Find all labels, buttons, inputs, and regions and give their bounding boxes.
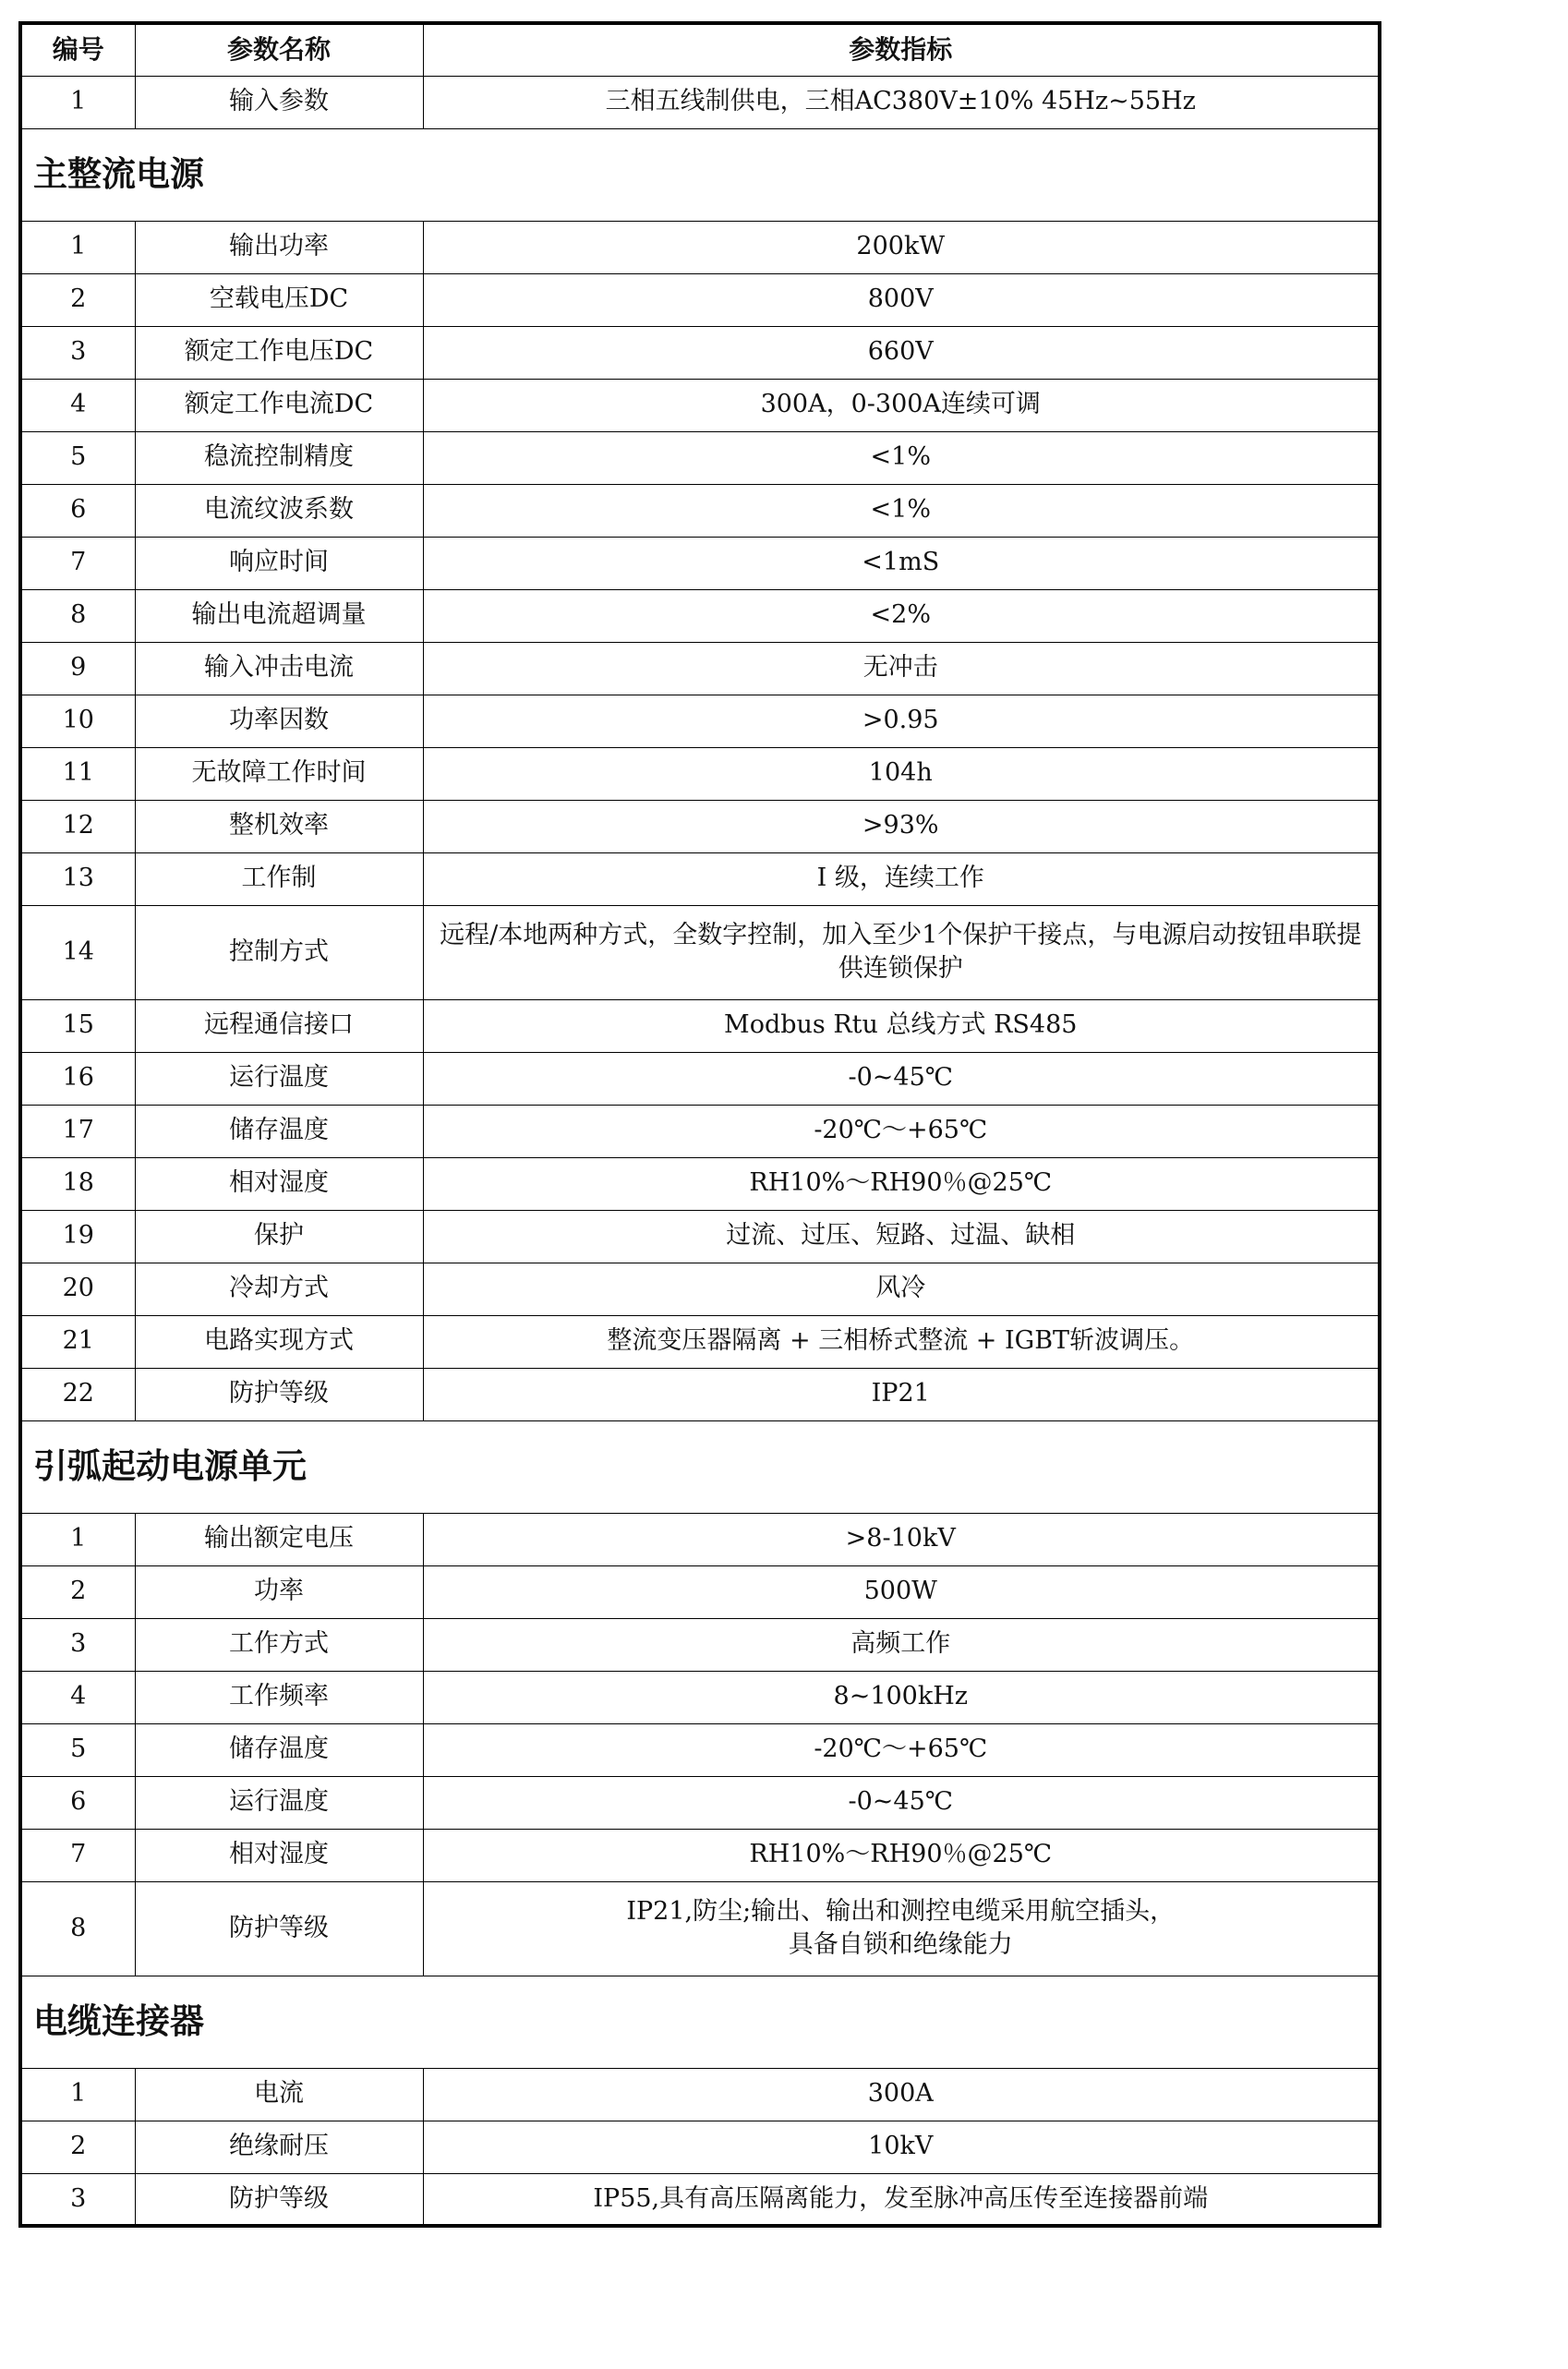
row-number: 13 bbox=[20, 852, 135, 905]
table-row bbox=[20, 642, 1380, 695]
param-value: >8-10kV bbox=[423, 1513, 1380, 1565]
row-number: 9 bbox=[20, 642, 135, 695]
param-value: Modbus Rtu 总线方式 RS485 bbox=[423, 999, 1380, 1052]
section-header-row bbox=[20, 1420, 1380, 1513]
row-number: 2 bbox=[20, 273, 135, 326]
row-number: 19 bbox=[20, 1210, 135, 1263]
param-value: 风冷 bbox=[423, 1263, 1380, 1315]
row-number: 7 bbox=[20, 537, 135, 589]
row-number: 12 bbox=[20, 800, 135, 852]
param-name: 工作制 bbox=[135, 852, 423, 905]
spec-table bbox=[18, 21, 1381, 2228]
row-number: 3 bbox=[20, 2173, 135, 2226]
row-number: 21 bbox=[20, 1315, 135, 1368]
param-value: 10kV bbox=[423, 2121, 1380, 2173]
row-number: 16 bbox=[20, 1052, 135, 1105]
table-row bbox=[20, 2173, 1380, 2226]
param-name: 整机效率 bbox=[135, 800, 423, 852]
table-row bbox=[20, 747, 1380, 800]
param-name: 运行温度 bbox=[135, 1052, 423, 1105]
row-number: 7 bbox=[20, 1829, 135, 1881]
param-value: 无冲击 bbox=[423, 642, 1380, 695]
row-number: 6 bbox=[20, 484, 135, 537]
row-number: 2 bbox=[20, 1565, 135, 1618]
param-name: 电流纹波系数 bbox=[135, 484, 423, 537]
param-value: <1% bbox=[423, 484, 1380, 537]
param-name: 功率因数 bbox=[135, 695, 423, 747]
table-row bbox=[20, 1881, 1380, 1976]
param-name: 储存温度 bbox=[135, 1105, 423, 1157]
param-name: 输入冲击电流 bbox=[135, 642, 423, 695]
param-name: 保护 bbox=[135, 1210, 423, 1263]
param-name: 储存温度 bbox=[135, 1723, 423, 1776]
spec-body bbox=[20, 76, 1380, 2226]
row-number: 1 bbox=[20, 1513, 135, 1565]
param-value: -20℃～+65℃ bbox=[423, 1723, 1380, 1776]
param-name: 控制方式 bbox=[135, 905, 423, 999]
param-value: >0.95 bbox=[423, 695, 1380, 747]
param-name: 额定工作电压DC bbox=[135, 326, 423, 379]
row-number: 8 bbox=[20, 589, 135, 642]
param-name: 防护等级 bbox=[135, 2173, 423, 2226]
row-number: 6 bbox=[20, 1776, 135, 1829]
section-header-row bbox=[20, 128, 1380, 221]
param-value: 800V bbox=[423, 273, 1380, 326]
param-value: I 级，连续工作 bbox=[423, 852, 1380, 905]
param-name: 远程通信接口 bbox=[135, 999, 423, 1052]
param-value: 300A，0-300A连续可调 bbox=[423, 379, 1380, 431]
row-number: 5 bbox=[20, 1723, 135, 1776]
param-value: 500W bbox=[423, 1565, 1380, 1618]
row-number: 18 bbox=[20, 1157, 135, 1210]
param-name: 冷却方式 bbox=[135, 1263, 423, 1315]
param-value: 200kW bbox=[423, 221, 1380, 273]
table-row bbox=[20, 905, 1380, 999]
table-row bbox=[20, 221, 1380, 273]
param-name: 功率 bbox=[135, 1565, 423, 1618]
param-value: 660V bbox=[423, 326, 1380, 379]
row-number: 10 bbox=[20, 695, 135, 747]
table-row bbox=[20, 999, 1380, 1052]
param-value: >93% bbox=[423, 800, 1380, 852]
row-number: 3 bbox=[20, 1618, 135, 1671]
table-row bbox=[20, 800, 1380, 852]
param-name: 输出功率 bbox=[135, 221, 423, 273]
table-row bbox=[20, 1052, 1380, 1105]
param-name: 稳流控制精度 bbox=[135, 431, 423, 484]
param-value: RH10%～RH90％@25℃ bbox=[423, 1157, 1380, 1210]
row-number: 4 bbox=[20, 379, 135, 431]
row-number: 17 bbox=[20, 1105, 135, 1157]
header-value: 参数指标 bbox=[423, 23, 1380, 76]
table-row bbox=[20, 1829, 1380, 1881]
row-number: 20 bbox=[20, 1263, 135, 1315]
row-number: 14 bbox=[20, 905, 135, 999]
table-row bbox=[20, 76, 1380, 128]
param-value: 8~100kHz bbox=[423, 1671, 1380, 1723]
row-number: 4 bbox=[20, 1671, 135, 1723]
table-row bbox=[20, 537, 1380, 589]
param-name: 电路实现方式 bbox=[135, 1315, 423, 1368]
param-name: 防护等级 bbox=[135, 1881, 423, 1976]
header-row bbox=[20, 23, 1380, 76]
table-row bbox=[20, 1776, 1380, 1829]
table-row bbox=[20, 2068, 1380, 2121]
section-header-row bbox=[20, 1976, 1380, 2068]
row-number: 1 bbox=[20, 221, 135, 273]
table-row bbox=[20, 1263, 1380, 1315]
table-row bbox=[20, 1315, 1380, 1368]
param-value: -20℃～+65℃ bbox=[423, 1105, 1380, 1157]
param-value: 整流变压器隔离 + 三相桥式整流 + IGBT斩波调压。 bbox=[423, 1315, 1380, 1368]
section-title: 主整流电源 bbox=[20, 128, 1380, 221]
param-value: -0~45℃ bbox=[423, 1052, 1380, 1105]
param-value: 104h bbox=[423, 747, 1380, 800]
row-number: 3 bbox=[20, 326, 135, 379]
param-value: <2% bbox=[423, 589, 1380, 642]
param-name: 防护等级 bbox=[135, 1368, 423, 1420]
param-name: 额定工作电流DC bbox=[135, 379, 423, 431]
row-number: 1 bbox=[20, 2068, 135, 2121]
param-name: 空载电压DC bbox=[135, 273, 423, 326]
table-row bbox=[20, 273, 1380, 326]
table-row bbox=[20, 1565, 1380, 1618]
param-value: 过流、过压、短路、过温、缺相 bbox=[423, 1210, 1380, 1263]
param-name: 输入参数 bbox=[135, 76, 423, 128]
table-row bbox=[20, 1723, 1380, 1776]
row-number: 22 bbox=[20, 1368, 135, 1420]
table-row bbox=[20, 1671, 1380, 1723]
table-row bbox=[20, 589, 1380, 642]
param-value: <1mS bbox=[423, 537, 1380, 589]
header-name: 参数名称 bbox=[135, 23, 423, 76]
row-number: 1 bbox=[20, 76, 135, 128]
param-value: <1% bbox=[423, 431, 1380, 484]
param-name: 响应时间 bbox=[135, 537, 423, 589]
param-value: 高频工作 bbox=[423, 1618, 1380, 1671]
table-row bbox=[20, 695, 1380, 747]
table-row bbox=[20, 379, 1380, 431]
param-value: 三相五线制供电，三相AC380V±10% 45Hz~55Hz bbox=[423, 76, 1380, 128]
row-number: 11 bbox=[20, 747, 135, 800]
table-row bbox=[20, 1105, 1380, 1157]
row-number: 15 bbox=[20, 999, 135, 1052]
header-no: 编号 bbox=[20, 23, 135, 76]
table-row bbox=[20, 1513, 1380, 1565]
section-title: 电缆连接器 bbox=[20, 1976, 1380, 2068]
param-name: 运行温度 bbox=[135, 1776, 423, 1829]
row-number: 5 bbox=[20, 431, 135, 484]
row-number: 2 bbox=[20, 2121, 135, 2173]
param-value: RH10%～RH90％@25℃ bbox=[423, 1829, 1380, 1881]
table-row bbox=[20, 431, 1380, 484]
param-name: 相对湿度 bbox=[135, 1829, 423, 1881]
table-row bbox=[20, 484, 1380, 537]
table-row bbox=[20, 2121, 1380, 2173]
table-row bbox=[20, 1157, 1380, 1210]
param-name: 输出电流超调量 bbox=[135, 589, 423, 642]
param-name: 工作频率 bbox=[135, 1671, 423, 1723]
param-name: 工作方式 bbox=[135, 1618, 423, 1671]
param-name: 相对湿度 bbox=[135, 1157, 423, 1210]
param-value: 300A bbox=[423, 2068, 1380, 2121]
param-name: 无故障工作时间 bbox=[135, 747, 423, 800]
table-row bbox=[20, 852, 1380, 905]
param-value: IP21 bbox=[423, 1368, 1380, 1420]
section-title: 引弧起动电源单元 bbox=[20, 1420, 1380, 1513]
row-number: 8 bbox=[20, 1881, 135, 1976]
param-value: 远程/本地两种方式，全数字控制，加入至少1个保护干接点，与电源启动按钮串联提供连锁保护 bbox=[423, 905, 1380, 999]
param-name: 绝缘耐压 bbox=[135, 2121, 423, 2173]
table-row bbox=[20, 1618, 1380, 1671]
param-name: 输出额定电压 bbox=[135, 1513, 423, 1565]
table-row bbox=[20, 1210, 1380, 1263]
param-name: 电流 bbox=[135, 2068, 423, 2121]
param-value: -0~45℃ bbox=[423, 1776, 1380, 1829]
param-value: IP55,具有高压隔离能力，发至脉冲高压传至连接器前端 bbox=[423, 2173, 1380, 2226]
param-value: IP21,防尘;输出、输出和测控电缆采用航空插头， 具备自锁和绝缘能力 bbox=[423, 1881, 1380, 1976]
table-row bbox=[20, 326, 1380, 379]
table-row bbox=[20, 1368, 1380, 1420]
